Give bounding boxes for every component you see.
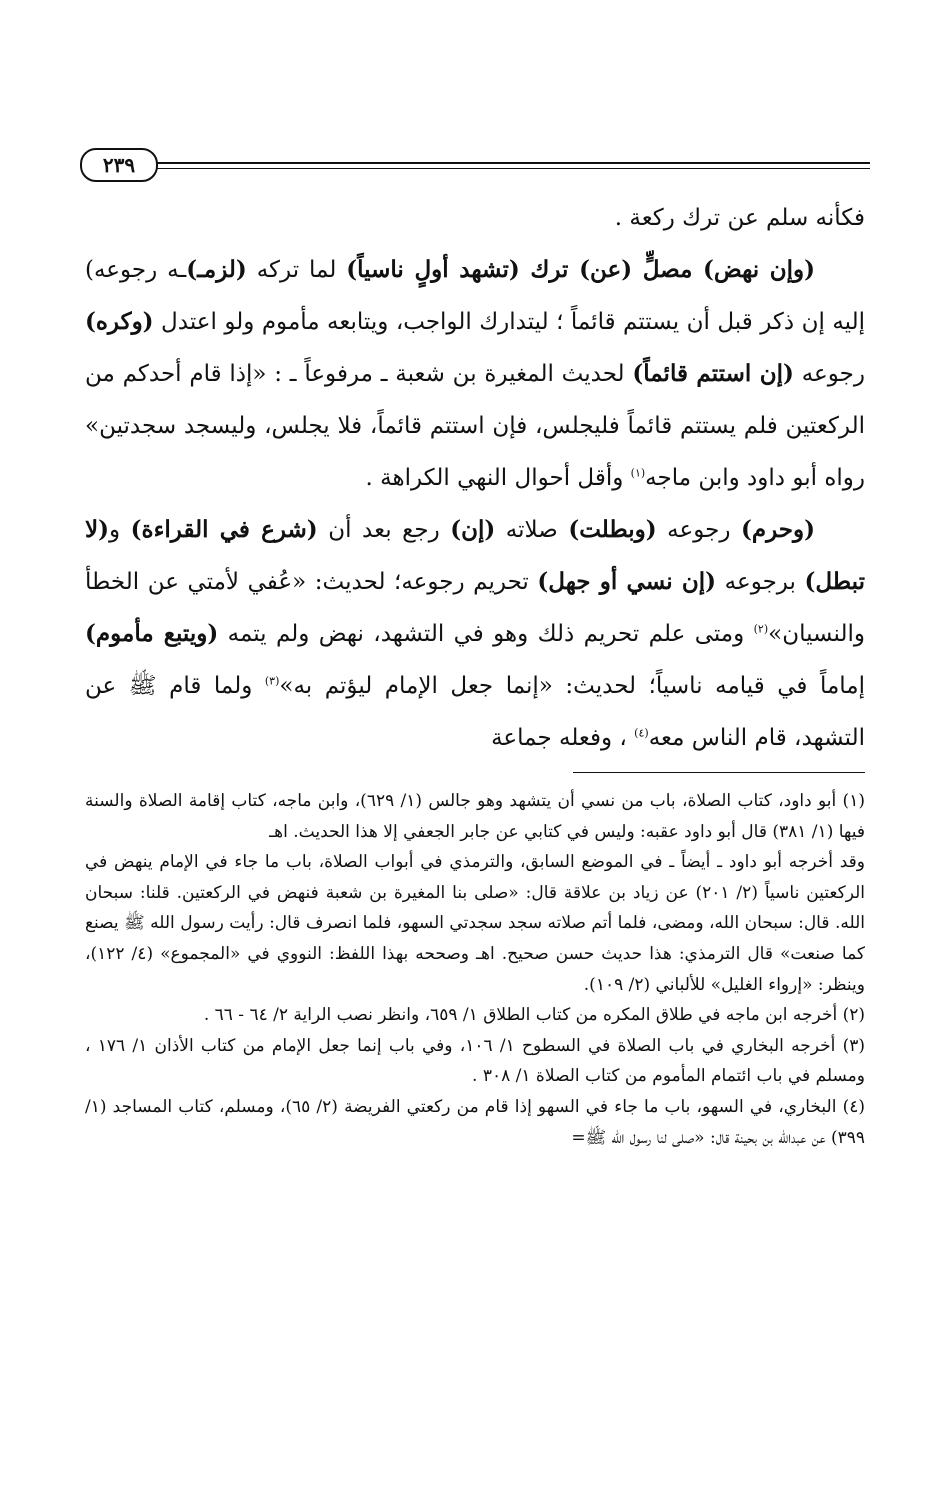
main-text xyxy=(85,192,865,764)
paragraph-2: (وإن نهض) مصلٍّ (عن) ترك (تشهد أولٍ ناسياً) لما تركه (لزمـ)ـه رجوعه) إليه إن ذكر قبل أن يستتم قائماً ؛ ليتدارك الواجب، ويتابعه مأموم ولو اعتدل (وكره) رجوعه (إن استتم قائماً) لحديث المغيرة بن شعبة ـ مرفوعاً ـ : «إذا قام أحدكم من الركعتين فلم يستتم قائماً فليجلس، فإن استتم قائماً، فلا يجلس، وليسجد سجدتين» رواه أبو داود وابن ماجه$^{(١)}$ وأقل أحوال النهي الكراهة . xyxy=(85,256,865,491)
footnote-ref-2: (٢) xyxy=(753,622,769,636)
footnote-1-continued: وقد أخرجه أبو داود ـ أيضاً ـ في الموضع السابق، والترمذي في أبواب الصلاة، باب ما جاء في الإمام ينهض في الركعتين ناسياً (٢/ ٢٠١) عن زياد بن علاقة قال: «صلى بنا المغيرة بن شعبة فنهض في الركعتين. قلنا: سبحان الله. قال: سبحان الله، ومضى، فلما أتم صلاته سجد سجدتي السهو، فلما انصرف قال: رأيت رسول الله ﷺ يصنع كما صنعت» قال الترمذي: هذا حديث حسن صحيح. اهـ وصححه بهذا اللفظ: النووي في «المجموع» (٤/ ١٢٢)، وينظر: «إرواء الغليل» للألباني (٢/ ١٠٩). xyxy=(85,852,866,995)
paragraph-1: فكأنه سلم عن ترك ركعة . xyxy=(614,205,865,231)
header-rule-thin xyxy=(150,168,870,169)
footnote-3: (٣) أخرجه البخاري في باب الصلاة في السطوح ١/ ١٠٦، وفي باب إنما جعل الإمام من كتاب الأذان ١/ ١٧٦ ، ومسلم في باب ائتمام المأموم من كتاب الصلاة ١/ ٣٠٨ . xyxy=(85,1035,865,1087)
header-rule xyxy=(150,162,870,164)
footnote-ref-3: (٣) xyxy=(264,674,280,688)
footnote-4: (٤) البخاري، في السهو، باب ما جاء في السهو إذا قام من ركعتي الفريضة (٢/ ٦٥)، ومسلم، كتاب المساجد (١/ ٣٩٩) عن عبدالله بن بحينة قال: «صلى لنا رسول الله ﷺ= xyxy=(85,1096,865,1148)
footnotes xyxy=(85,786,865,1153)
footnote-separator xyxy=(573,772,865,773)
page-number: ٢٣٩ xyxy=(80,148,158,182)
footnote-2: (٢) أخرجه ابن ماجه في طلاق المكره من كتاب الطلاق ١/ ٦٥٩، وانظر نصب الراية ٢/ ٦٤ - ٦٦ . xyxy=(203,1005,865,1026)
page-header xyxy=(80,148,870,188)
paragraph-3: (وحرم) رجوعه (وبطلت) صلاته (إن) رجع بعد أن (شرع في القراءة) و(لا تبطل) برجوعه (إن نسي أو جهل) تحريم رجوعه؛ لحديث: «عُفي لأمتي عن الخطأ والنسيان»$^{(٢)}$ ومتى علم تحريم ذلك وهو في التشهد، نهض ولم يتمه (ويتبع مأموم) إماماً في قيامه ناسياً؛ لحديث: «إنما جعل الإمام ليؤتم به»$^{(٣)}$ ولما قام ﷺ عن التشهد، قام الناس معه$^{(٤)}$ ، وفعله جماعة xyxy=(85,516,865,751)
footnote-ref-4: (٤) xyxy=(634,726,649,740)
footnote-1: (١) أبو داود، كتاب الصلاة، باب من نسي أن يتشهد وهو جالس (١/ ٦٢٩)، وابن ماجه، كتاب إقامة الصلاة والسنة فيها (١/ ٣٨١) قال أبو داود عقبه: وليس في كتابي عن جابر الجعفي إلا هذا الحديث. اهـ xyxy=(85,791,865,842)
footnote-ref-1: (١) xyxy=(630,466,646,480)
